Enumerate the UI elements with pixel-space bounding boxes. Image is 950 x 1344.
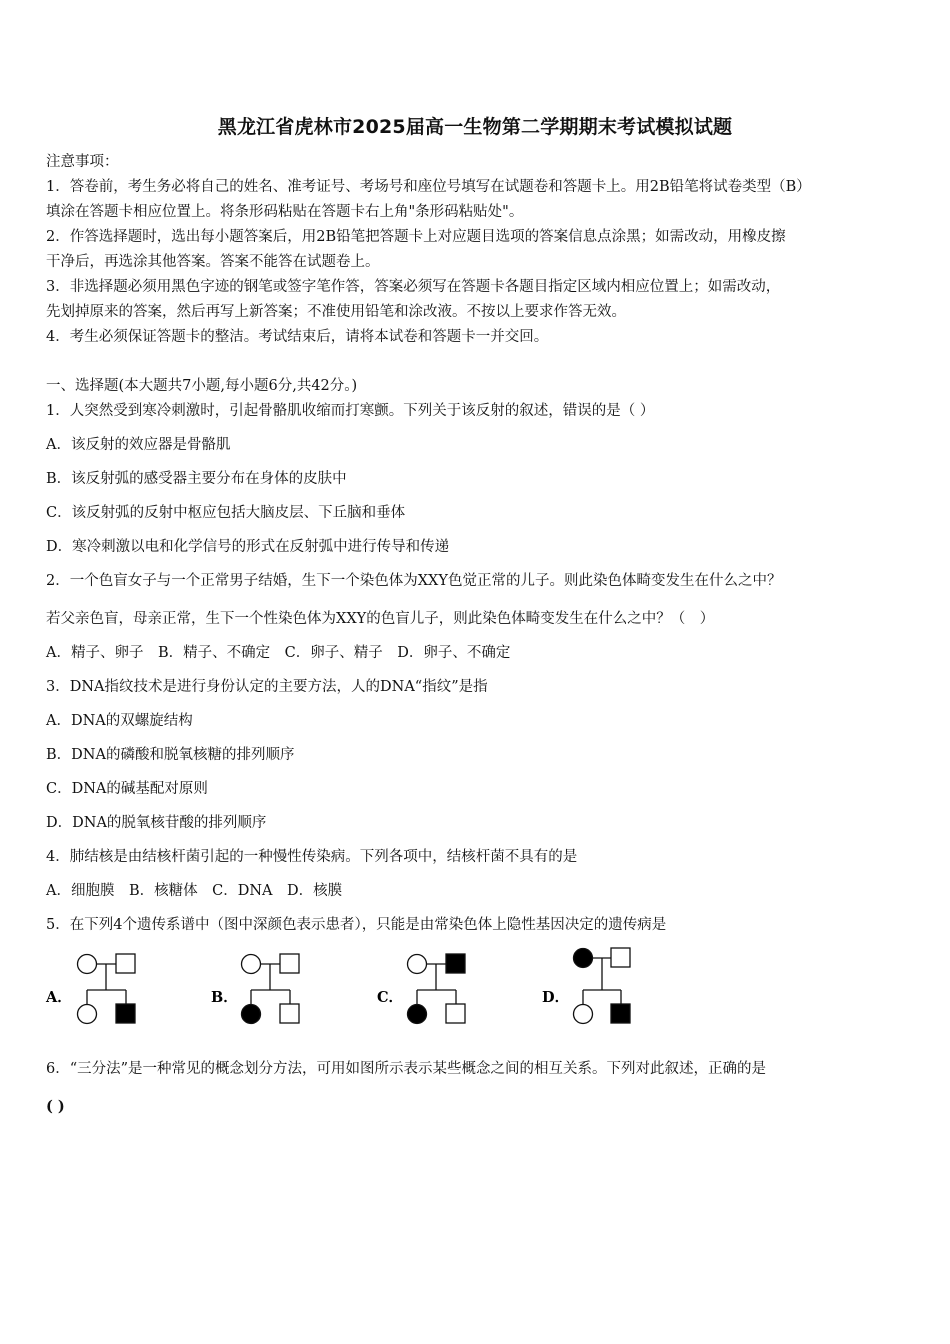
female-affected-icon — [574, 949, 593, 968]
q1-option-b: B．该反射弧的感受器主要分布在身体的皮肤中 — [46, 471, 347, 487]
pedigree-a — [78, 954, 136, 1024]
q1-stem: 1．人突然受到寒冷刺激时，引起骨骼肌收缩而打寒颤。下列关于该反射的叙述，错误的是（ ） — [46, 403, 655, 419]
female-affected-icon — [242, 1005, 261, 1024]
male-normal-icon — [611, 948, 630, 967]
female-normal-icon — [408, 955, 427, 974]
male-normal-icon — [446, 1004, 465, 1023]
female-affected-icon — [408, 1005, 427, 1024]
pedigree-figures — [40, 946, 680, 1032]
q2-options: A．精子、卵子 B．精子、不确定 C．卵子、精子 D．卵子、不确定 — [46, 645, 511, 661]
male-normal-icon — [116, 954, 135, 973]
q2-stem-2: 若父亲色盲，母亲正常，生下一个性染色体为XXY的色盲儿子，则此染色体畸变发生在什么之中？（ ） — [46, 611, 715, 627]
q1-option-a: A．该反射的效应器是骨骼肌 — [46, 437, 231, 453]
male-affected-icon — [446, 954, 465, 973]
notice-line: 填涂在答题卡相应位置上。将条形码粘贴在答题卡右上角"条形码粘贴处"。 — [46, 204, 524, 220]
male-normal-icon — [280, 954, 299, 973]
notice-line: 先划掉原来的答案，然后再写上新答案；不准使用铅笔和涂改液。不按以上要求作答无效。 — [46, 304, 626, 320]
notice-line: 1．答卷前，考生务必将自己的姓名、准考证号、考场号和座位号填写在试题卷和答题卡上。用2B铅笔将试卷类型（B） — [46, 179, 811, 195]
notice-heading: 注意事项： — [46, 154, 119, 170]
q2-stem-1: 2．一个色盲女子与一个正常男子结婚，生下一个染色体为XXY色觉正常的儿子。则此染色体畸变发生在什么之中？ — [46, 573, 782, 589]
female-normal-icon — [78, 955, 97, 974]
notice-line: 干净后，再选涂其他答案。答案不能答在试题卷上。 — [46, 254, 380, 270]
pedigree-label-b: B． — [211, 989, 238, 1006]
q6-stem: 6．“三分法”是一种常见的概念划分方法，可用如图所示表示某些概念之间的相互关系。下列对此叙述，正确的是 — [46, 1061, 767, 1077]
q3-option-c: C．DNA的碱基配对原则 — [46, 781, 208, 797]
q3-option-d: D．DNA的脱氧核苷酸的排列顺序 — [46, 815, 267, 831]
pedigree-c — [408, 954, 466, 1024]
pedigree-label-d: D． — [542, 989, 570, 1006]
male-affected-icon — [611, 1004, 630, 1023]
q3-option-a: A．DNA的双螺旋结构 — [46, 713, 193, 729]
pedigree-d — [574, 948, 631, 1024]
pedigree-label-c: C． — [377, 989, 404, 1006]
female-normal-icon — [78, 1005, 97, 1024]
page-title: 黑龙江省虎林市2025届高一生物第二学期期末考试模拟试题 — [217, 116, 733, 138]
section-heading: 一、选择题(本大题共7小题,每小题6分,共42分。) — [46, 378, 358, 394]
q3-option-b: B．DNA的磷酸和脱氧核糖的排列顺序 — [46, 747, 295, 763]
q5-stem: 5．在下列4个遗传系谱中（图中深颜色表示患者），只能是由常染色体上隐性基因决定的遗传病是 — [46, 917, 667, 933]
q4-options: A．细胞膜 B．核糖体 C．DNA D．核膜 — [46, 883, 343, 899]
male-affected-icon — [116, 1004, 135, 1023]
q6-answer-paren: ( ) — [46, 1098, 65, 1115]
notice-line: 4．考生必须保证答题卡的整洁。考试结束后，请将本试卷和答题卡一并交回。 — [46, 329, 549, 345]
q1-option-c: C．该反射弧的反射中枢应包括大脑皮层、下丘脑和垂体 — [46, 505, 406, 521]
male-normal-icon — [280, 1004, 299, 1023]
q4-stem: 4．肺结核是由结核杆菌引起的一种慢性传染病。下列各项中，结核杆菌不具有的是 — [46, 849, 578, 865]
female-normal-icon — [242, 955, 261, 974]
notice-line: 3．非选择题必须用黑色字迹的钢笔或签字笔作答，答案必须写在答题卡各题目指定区域内相应位置上；如需改动， — [46, 279, 781, 295]
notice-line: 2．作答选择题时，选出每小题答案后，用2B铅笔把答题卡上对应题目选项的答案信息点涂黑；如需改动，用橡皮擦 — [46, 229, 786, 245]
q1-option-d: D．寒冷刺激以电和化学信号的形式在反射弧中进行传导和传递 — [46, 539, 450, 555]
pedigree-b — [242, 954, 300, 1024]
q3-stem: 3．DNA指纹技术是进行身份认定的主要方法，人的DNA“指纹”是指 — [46, 679, 488, 695]
female-normal-icon — [574, 1005, 593, 1024]
pedigree-label-a: A． — [46, 989, 72, 1006]
